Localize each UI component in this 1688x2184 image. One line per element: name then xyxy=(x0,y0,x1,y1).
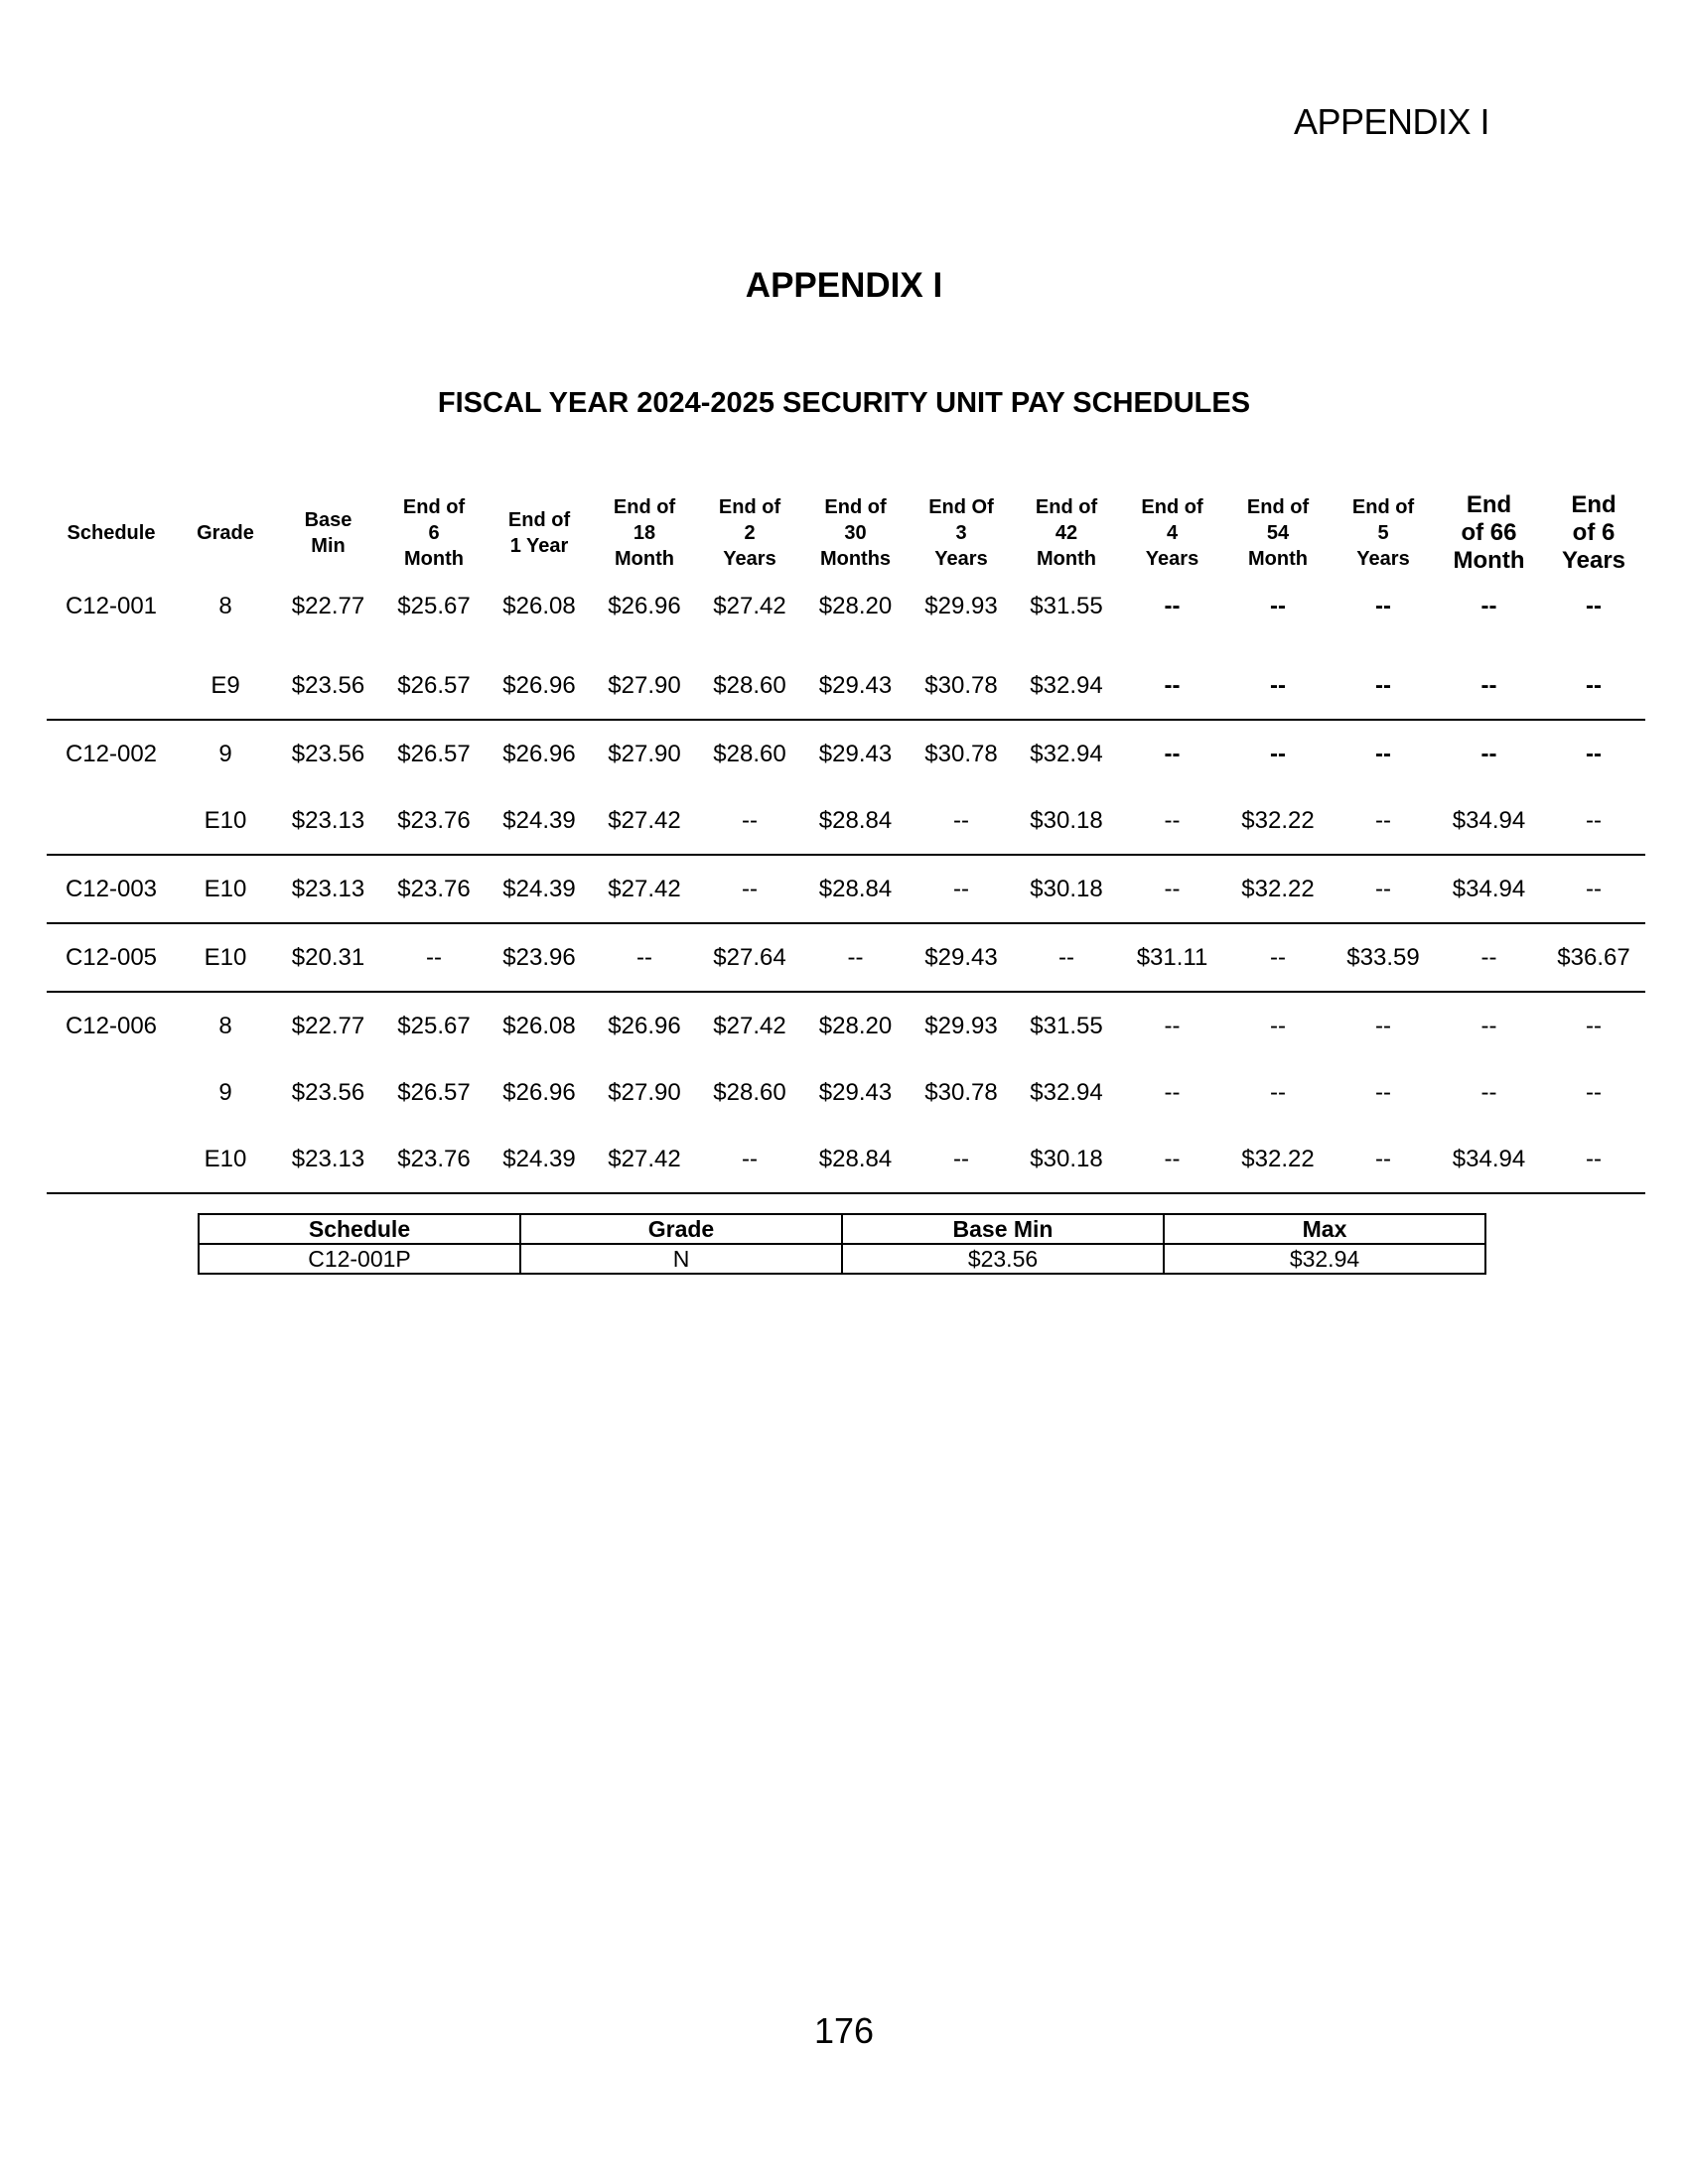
header-cell: End of 54 Month xyxy=(1246,496,1310,570)
rate-cell: $26.57 xyxy=(381,720,487,787)
rate-cell: $23.13 xyxy=(275,1126,381,1193)
rate-cell: -- xyxy=(1331,992,1436,1059)
header-cell: End of 4 Years xyxy=(1141,496,1203,570)
summary-table xyxy=(198,1213,1486,1275)
header-cell: Base Min xyxy=(304,509,352,557)
rate-cell: $32.22 xyxy=(1225,1126,1331,1193)
summary-header-cell: Base Min xyxy=(842,1214,1164,1244)
rate-cell: $25.67 xyxy=(397,593,471,619)
rate-cell: -- xyxy=(1542,720,1645,787)
header-cell: End of 18 Month xyxy=(613,496,676,570)
rate-cell: $30.78 xyxy=(924,671,998,699)
rate-cell: $23.76 xyxy=(381,1126,487,1193)
table-row xyxy=(47,923,1645,992)
rate-cell: -- xyxy=(1014,923,1119,992)
rate-cell: $30.18 xyxy=(1030,806,1103,834)
table-row xyxy=(47,585,1645,652)
page-subtitle: FISCAL YEAR 2024-2025 SECURITY UNIT PAY SCHEDULES xyxy=(437,387,1251,419)
rate-cell: -- xyxy=(1436,720,1542,787)
grade-cell: 8 xyxy=(176,992,275,1059)
summary-header-cell: Schedule xyxy=(199,1214,520,1244)
rate-cell: $23.13 xyxy=(275,855,381,923)
rate-cell: -- xyxy=(1119,855,1225,923)
rate-cell: $32.94 xyxy=(1030,671,1103,699)
summary-row xyxy=(199,1244,1485,1274)
rate-cell: -- xyxy=(1225,923,1331,992)
rate-cell: $30.18 xyxy=(1014,1126,1119,1193)
rate-cell: $23.96 xyxy=(487,923,592,992)
schedule-cell: C12-006 xyxy=(47,992,176,1059)
rate-cell: $29.93 xyxy=(924,593,998,619)
rate-cell: $27.90 xyxy=(608,671,681,699)
schedule-cell: C12-001 xyxy=(65,593,158,619)
rate-cell: -- xyxy=(1164,806,1181,834)
rate-cell: -- xyxy=(1586,671,1602,699)
rate-cell: -- xyxy=(1270,1078,1286,1106)
rate-cell: $26.96 xyxy=(608,593,681,619)
rate-cell: -- xyxy=(1225,720,1331,787)
rate-cell: $23.56 xyxy=(275,720,381,787)
rate-cell: $23.13 xyxy=(291,806,365,834)
rate-cell: -- xyxy=(1586,1078,1602,1106)
rate-cell: -- xyxy=(802,923,909,992)
page-title: APPENDIX I xyxy=(745,266,943,305)
rate-cell: $32.22 xyxy=(1241,806,1315,834)
rate-cell: $28.84 xyxy=(802,1126,909,1193)
schedule-cell: C12-002 xyxy=(47,720,176,787)
schedule-cell: C12-003 xyxy=(47,855,176,923)
schedule-cell xyxy=(47,652,176,720)
rate-cell: $28.60 xyxy=(697,720,802,787)
rate-cell: $32.22 xyxy=(1225,855,1331,923)
rate-cell: -- xyxy=(1480,593,1497,619)
grade-cell: E10 xyxy=(204,806,247,834)
rate-cell: $26.96 xyxy=(502,671,576,699)
rate-cell: -- xyxy=(1164,593,1181,619)
rate-cell: $29.43 xyxy=(818,1078,893,1106)
table-row xyxy=(47,787,1645,855)
table-row xyxy=(47,1126,1645,1193)
table-row xyxy=(47,855,1645,923)
header-cell: End of 6 Month xyxy=(402,496,466,570)
rate-cell: -- xyxy=(1331,855,1436,923)
rate-cell: -- xyxy=(697,855,802,923)
summary-header-row xyxy=(199,1214,1485,1244)
rate-cell: $29.43 xyxy=(909,923,1014,992)
rate-cell: -- xyxy=(1480,1078,1497,1106)
rate-cell: $29.93 xyxy=(909,992,1014,1059)
rate-cell: -- xyxy=(1119,720,1225,787)
grade-cell: E9 xyxy=(211,671,240,699)
rate-cell: $26.96 xyxy=(502,1078,576,1106)
rate-cell: -- xyxy=(1375,671,1391,699)
rate-cell: -- xyxy=(1436,992,1542,1059)
rate-cell: -- xyxy=(1119,992,1225,1059)
rate-cell: $28.20 xyxy=(818,593,893,619)
rate-cell: -- xyxy=(909,1126,1014,1193)
rate-cell: $24.39 xyxy=(502,806,576,834)
schedule-cell xyxy=(47,787,176,855)
summary-cell: N xyxy=(520,1244,842,1274)
rate-cell: $22.77 xyxy=(275,992,381,1059)
rate-cell: -- xyxy=(1375,806,1391,834)
summary-cell: $32.94 xyxy=(1164,1244,1485,1274)
rate-cell: -- xyxy=(697,1126,802,1193)
schedule-cell xyxy=(47,1059,176,1126)
table-row xyxy=(47,720,1645,787)
rate-cell: $31.11 xyxy=(1119,923,1225,992)
rate-cell: -- xyxy=(909,855,1014,923)
rate-cell: -- xyxy=(1436,923,1542,992)
rate-cell: $27.90 xyxy=(608,1078,681,1106)
header-cell: End of 6 Years xyxy=(1561,491,1626,574)
header-cell: End of 2 Years xyxy=(718,496,781,570)
rate-cell: -- xyxy=(1164,671,1181,699)
rate-cell: $30.78 xyxy=(924,1078,998,1106)
rate-cell: -- xyxy=(742,806,758,834)
grade-cell: 9 xyxy=(176,720,275,787)
summary-header-cell: Max xyxy=(1164,1214,1485,1244)
rate-cell: $27.42 xyxy=(608,806,681,834)
rate-cell: $29.43 xyxy=(802,720,909,787)
rate-cell: -- xyxy=(1542,855,1645,923)
pay-table-body xyxy=(47,585,1645,1193)
schedule-cell xyxy=(47,1126,176,1193)
rate-cell: -- xyxy=(953,806,969,834)
header-cell: Grade xyxy=(197,522,254,544)
rate-cell: $26.57 xyxy=(397,1078,471,1106)
rate-cell: $25.67 xyxy=(381,992,487,1059)
rate-cell: $34.94 xyxy=(1436,855,1542,923)
rate-cell: $27.42 xyxy=(697,992,802,1059)
rate-cell: $23.76 xyxy=(381,855,487,923)
rate-cell: $23.56 xyxy=(291,671,365,699)
rate-cell: $30.18 xyxy=(1014,855,1119,923)
header-cell: End of 1 Year xyxy=(507,509,571,557)
rate-cell: $31.55 xyxy=(1030,593,1103,619)
grade-cell: E10 xyxy=(176,1126,275,1193)
rate-cell: $27.42 xyxy=(713,593,786,619)
rate-cell: -- xyxy=(1331,720,1436,787)
summary-header-cell: Grade xyxy=(520,1214,842,1244)
header-cell: End of 66 Month xyxy=(1453,491,1525,574)
rate-cell: $32.94 xyxy=(1014,720,1119,787)
rate-cell: $29.43 xyxy=(818,671,893,699)
rate-cell: $23.76 xyxy=(397,806,471,834)
pay-table-header-row xyxy=(47,491,1645,585)
schedule-cell: C12-005 xyxy=(47,923,176,992)
rate-cell: -- xyxy=(592,923,697,992)
table-row xyxy=(47,652,1645,720)
rate-cell: -- xyxy=(1225,992,1331,1059)
rate-cell: -- xyxy=(1375,1078,1391,1106)
grade-cell: 8 xyxy=(218,593,232,619)
rate-cell: -- xyxy=(1542,1126,1645,1193)
rate-cell: $28.60 xyxy=(713,671,786,699)
rate-cell: -- xyxy=(1375,593,1391,619)
rate-cell: $28.84 xyxy=(818,806,893,834)
rate-cell: $28.20 xyxy=(802,992,909,1059)
rate-cell: $24.39 xyxy=(487,1126,592,1193)
rate-cell: $34.94 xyxy=(1436,1126,1542,1193)
rate-cell: $27.42 xyxy=(592,1126,697,1193)
rate-cell: $33.59 xyxy=(1331,923,1436,992)
rate-cell: -- xyxy=(1270,593,1286,619)
summary-cell: $23.56 xyxy=(842,1244,1164,1274)
rate-cell: -- xyxy=(1164,1078,1181,1106)
pay-schedule-table xyxy=(47,491,1645,1194)
page-number: 176 xyxy=(813,2010,875,2051)
rate-cell: $26.96 xyxy=(592,992,697,1059)
rate-cell: $32.94 xyxy=(1030,1078,1103,1106)
rate-cell: $20.31 xyxy=(275,923,381,992)
rate-cell: $27.90 xyxy=(592,720,697,787)
rate-cell: $22.77 xyxy=(291,593,365,619)
summary-cell: C12-001P xyxy=(199,1244,520,1274)
header-cell: End Of 3 Years xyxy=(928,496,994,570)
table-row xyxy=(47,1059,1645,1126)
rate-cell: $24.39 xyxy=(487,855,592,923)
header-cell: End of 5 Years xyxy=(1351,496,1415,570)
rate-cell: -- xyxy=(1542,992,1645,1059)
running-header: APPENDIX I xyxy=(1293,101,1489,142)
rate-cell: -- xyxy=(1480,671,1497,699)
rate-cell: -- xyxy=(1119,1126,1225,1193)
grade-cell: E10 xyxy=(176,855,275,923)
rate-cell: $28.84 xyxy=(802,855,909,923)
rate-cell: $36.67 xyxy=(1542,923,1645,992)
rate-cell: $26.08 xyxy=(502,593,576,619)
grade-cell: 9 xyxy=(218,1078,232,1106)
header-cell: End of 30 Months xyxy=(819,496,892,570)
header-cell: Schedule xyxy=(67,522,156,544)
rate-cell: $34.94 xyxy=(1452,806,1526,834)
grade-cell: E10 xyxy=(176,923,275,992)
table-row xyxy=(47,992,1645,1059)
rate-cell: -- xyxy=(1270,671,1286,699)
rate-cell: -- xyxy=(1331,1126,1436,1193)
rate-cell: $27.64 xyxy=(697,923,802,992)
rate-cell: $26.57 xyxy=(397,671,471,699)
rate-cell: $30.78 xyxy=(909,720,1014,787)
rate-cell: $26.96 xyxy=(487,720,592,787)
rate-cell: -- xyxy=(1586,806,1602,834)
rate-cell: -- xyxy=(1586,593,1602,619)
header-cell: End of 42 Month xyxy=(1035,496,1098,570)
rate-cell: -- xyxy=(381,923,487,992)
rate-cell: $31.55 xyxy=(1014,992,1119,1059)
rate-cell: $23.56 xyxy=(291,1078,365,1106)
rate-cell: $26.08 xyxy=(487,992,592,1059)
rate-cell: $27.42 xyxy=(592,855,697,923)
rate-cell: $28.60 xyxy=(713,1078,786,1106)
